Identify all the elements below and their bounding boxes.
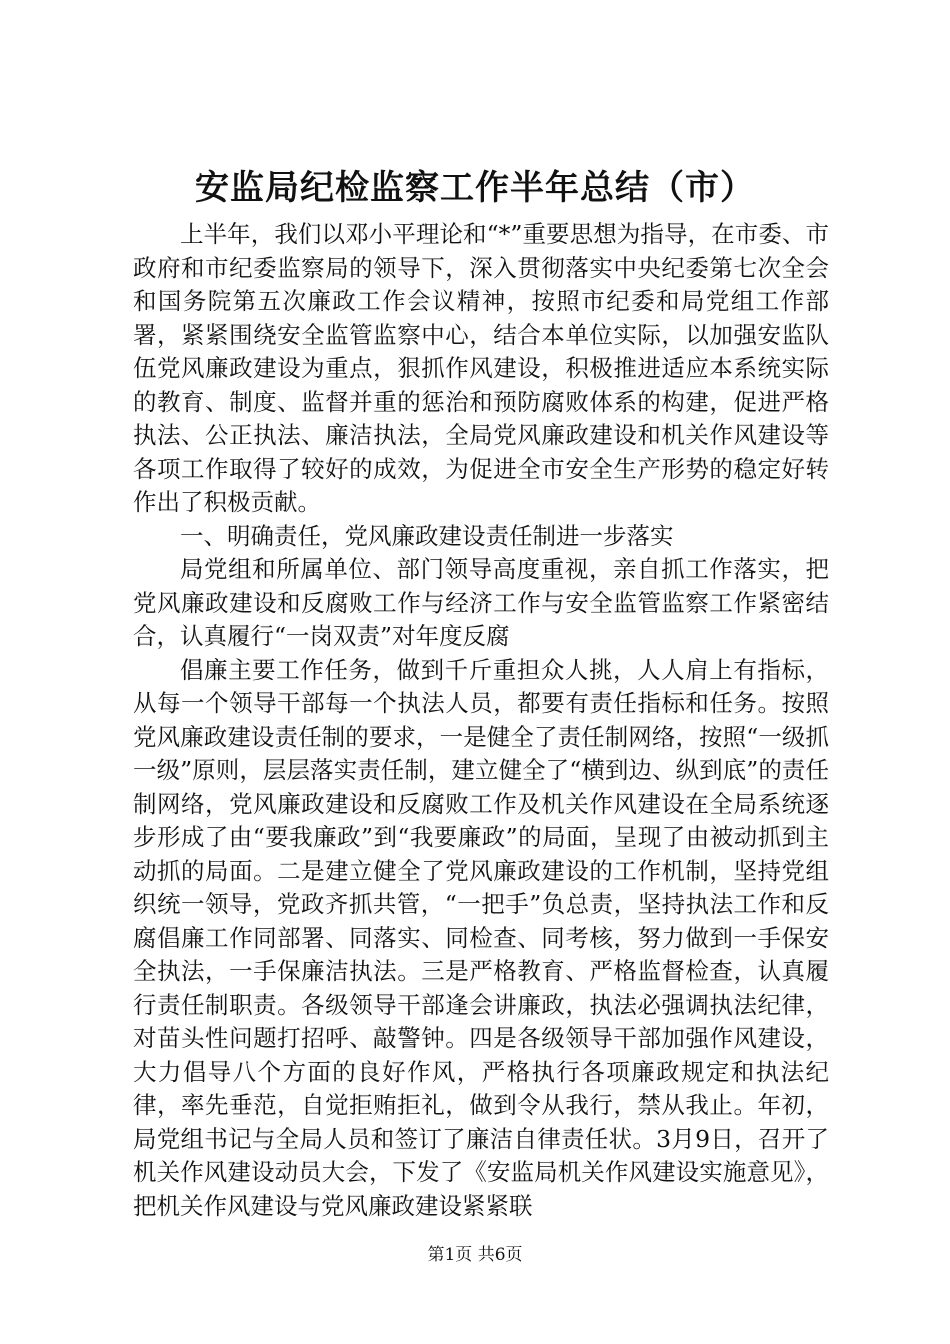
document-title: 安监局纪检监察工作半年总结（市） bbox=[195, 168, 755, 208]
page-footer: 第1页 共6页 bbox=[427, 1245, 523, 1265]
paragraph-intro: 上半年，我们以邓小平理论和“*”重要思想为指导，在市委、市政府和市纪委监察局的领导下，深入贯彻落实中央纪委第七次全会和国务院第五次廉政工作会议精神，按照市纪委和局党组工作部署，紧紧围绕安全监管监察中心，结合本单位实际，以加强安监队伍党风廉政建设为重点，狠抓作风建设，积极推进适应本系统实际的教育、制度、监督并重的惩治和预防腐败体系的构建，促进严格执法、公正执法、廉洁执法，全局党风廉政建设和机关作风建设等各项工作取得了较好的成效，为促进全市安全生产形势的稳定好转作出了积极贡献。 bbox=[133, 220, 829, 516]
paragraph: 倡廉主要工作任务，做到千斤重担众人挑，人人肩上有指标，从每一个领导干部每一个执法人员，都要有责任指标和任务。按照党风廉政建设责任制的要求，一是健全了责任制网络，按照“一级抓一级”原则，层层落实责任制，建立健全了“横到边、纵到底”的责任制网络，党风廉政建设和反腐败工作及机关作风建设在全局系统逐步形成了由“要我廉政”到“我要廉政”的局面，呈现了由被动抓到主动抓的局面。二是建立健全了党风廉政建设的工作机制，坚持党组织统一领导，党政齐抓共管，“一把手”负总责，坚持执法工作和反腐倡廉工作同部署、同落实、同检查、同考核，努力做到一手保安全执法，一手保廉洁执法。三是严格教育、严格监督检查，认真履行责任制职责。各级领导干部逢会讲廉政，执法必强调执法纪律，对苗头性问题打招呼、敲警钟。四是各级领导干部加强作风建设，大力倡导八个方面的良好作风，严格执行各项廉政规定和执法纪律，率先垂范，自觉拒贿拒礼，做到令从我行，禁从我止。年初，局党组书记与全局人员和签订了廉洁自律责任状。3月9日，召开了机关作风建设动员大会，下发了《安监局机关作风建设实施意见》，把机关作风建设与党风廉政建设紧紧联 bbox=[133, 655, 829, 1220]
document-body bbox=[133, 218, 829, 1223]
paragraph: 局党组和所属单位、部门领导高度重视，亲自抓工作落实，把党风廉政建设和反腐败工作与经济工作与安全监管监察工作紧密结合，认真履行“一岗双责”对年度反腐 bbox=[133, 555, 829, 650]
section-heading: 一、明确责任，党风廉政建设责任制进一步落实 bbox=[180, 521, 674, 550]
